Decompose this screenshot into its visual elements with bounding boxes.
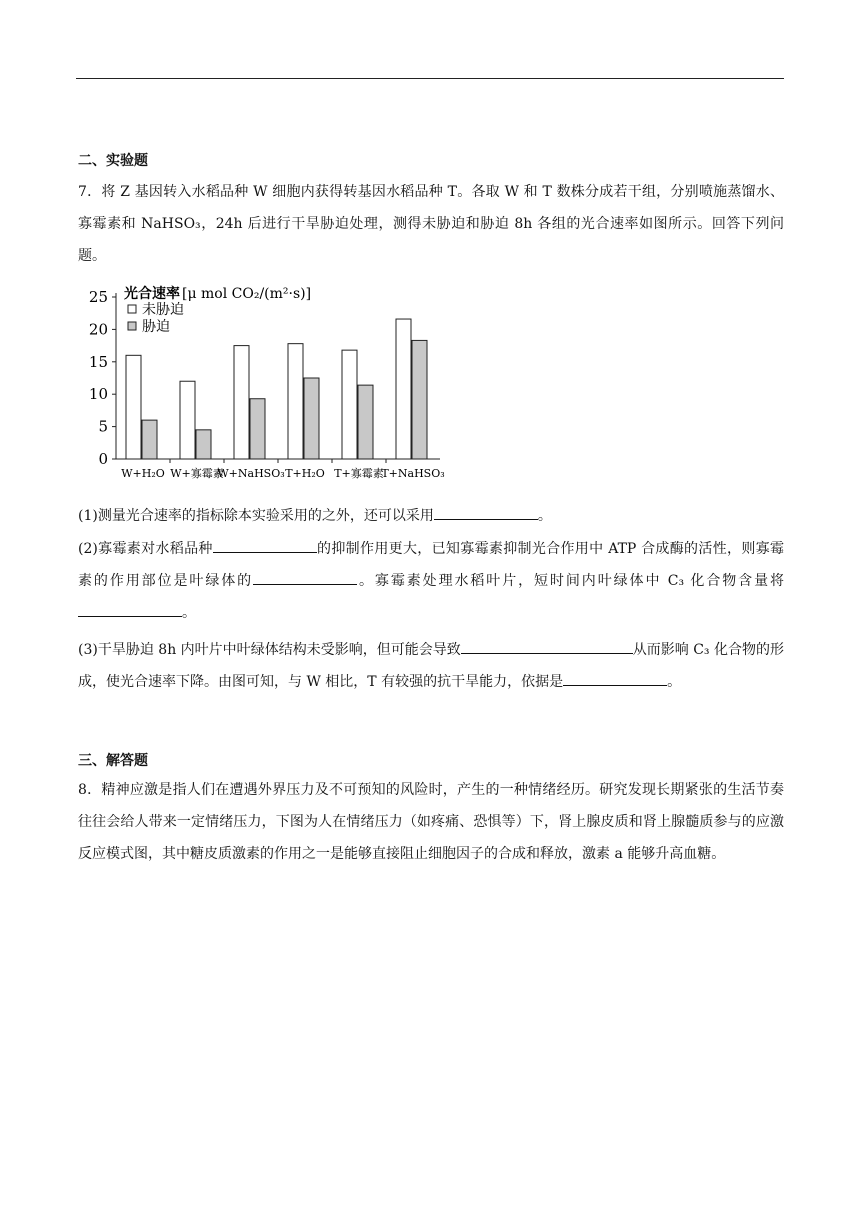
y-tick-label: 20 bbox=[88, 320, 108, 339]
q7-3-text-c: 。 bbox=[667, 674, 682, 690]
answer-blank[interactable] bbox=[563, 670, 667, 686]
header-rule bbox=[76, 78, 784, 79]
y-tick-label: 0 bbox=[98, 450, 108, 468]
answer-blank[interactable] bbox=[253, 569, 357, 585]
question-7-part-3 bbox=[78, 634, 784, 698]
question-7-part-1 bbox=[78, 500, 784, 532]
y-tick-label: 25 bbox=[88, 288, 108, 306]
bar-unstressed bbox=[396, 319, 411, 459]
q7-2-text-c: 。寡霉素处理水稻叶片，短时间内叶绿体中 C₃ 化合物含量将 bbox=[357, 573, 785, 589]
bar-unstressed bbox=[180, 381, 195, 459]
chart-title: 光合速率 bbox=[124, 286, 180, 302]
bar-unstressed bbox=[342, 350, 357, 459]
q7-1-text: (1)测量光合速率的指标除本实验采用的之外，还可以采用 bbox=[78, 508, 434, 524]
q7-2-text-a: (2)寡霉素对水稻品种 bbox=[78, 541, 213, 557]
y-tick-label: 5 bbox=[98, 417, 108, 436]
question-8-stem: 8．精神应激是指人们在遭遇外界压力及不可预知的风险时，产生的一种情绪经历。研究发现长期紧张的生活节奏往往会给人带来一定情绪压力，下图为人在情绪压力（如疼痛、恐惧等）下，肾上腺皮质和肾上腺髓质参与的应激反应模式图，其中糖皮质激素的作用之一是能够直接阻止细胞因子的合成和释放，激素 a 能够升高血糖。 bbox=[78, 782, 784, 862]
legend-label: 胁迫 bbox=[142, 319, 170, 335]
q7-2-text-b: 的抑制作用更大，已知寡霉素抑制光合作用中 ATP 合成酶的活性，则寡霉素的作用部位是叶绿体的 bbox=[78, 541, 784, 589]
q7-2-text-d: 。 bbox=[182, 605, 196, 621]
x-tick-label: W+H₂O bbox=[121, 467, 165, 480]
question-7-part-2 bbox=[78, 533, 784, 629]
answer-blank[interactable] bbox=[434, 504, 538, 520]
chart-svg bbox=[86, 282, 462, 488]
bar-unstressed bbox=[126, 355, 141, 459]
bar-unstressed bbox=[288, 344, 303, 459]
bar-stressed bbox=[250, 399, 265, 459]
y-tick-label: 15 bbox=[88, 352, 108, 371]
x-tick-label: T+NaHSO₃ bbox=[381, 467, 445, 480]
q7-1-end: 。 bbox=[537, 508, 552, 524]
bar-stressed bbox=[304, 378, 319, 459]
legend-swatch bbox=[128, 322, 136, 330]
x-tick-label: W+寡霉素 bbox=[170, 467, 224, 480]
question-7-stem: 7．将 Z 基因转入水稻品种 W 细胞内获得转基因水稻品种 T。各取 W 和 T 数株分成若干组，分别喷施蒸馏水、寡霉素和 NaHSO₃，24h 后进行干旱胁迫处理，测得未胁迫和胁迫 8h 各组的光合速率如图所示。回答下列问题。 bbox=[78, 184, 784, 264]
photosynthesis-bar-chart bbox=[86, 282, 462, 488]
answer-blank[interactable] bbox=[213, 537, 317, 553]
y-tick-label: 10 bbox=[88, 385, 108, 404]
section-title-answer: 三、解答题 bbox=[78, 753, 148, 769]
q7-3-text-a: (3)干旱胁迫 8h 内叶片中叶绿体结构未受影响，但可能会导致 bbox=[78, 642, 461, 658]
bar-unstressed bbox=[234, 346, 249, 459]
x-tick-label: T+寡霉素 bbox=[334, 467, 384, 480]
answer-blank[interactable] bbox=[461, 638, 633, 654]
bar-stressed bbox=[142, 420, 157, 459]
legend-label: 未胁迫 bbox=[142, 302, 184, 318]
legend-swatch bbox=[128, 305, 136, 313]
x-tick-label: T+H₂O bbox=[285, 467, 325, 480]
x-tick-label: W+NaHSO₃ bbox=[217, 467, 285, 480]
answer-blank[interactable] bbox=[78, 601, 182, 617]
bar-stressed bbox=[358, 385, 373, 459]
chart-unit: [μ mol CO₂/(m²·s)] bbox=[182, 286, 312, 302]
q7-3-text-b: 从而影响 C₃ 化合物的形成，使光合速率下降。由图可知，与 W 相比，T 有较强的抗干旱能力，依据是 bbox=[78, 642, 784, 690]
bar-stressed bbox=[412, 340, 427, 459]
bar-stressed bbox=[196, 430, 211, 459]
section-title-experiment: 二、实验题 bbox=[78, 153, 148, 169]
